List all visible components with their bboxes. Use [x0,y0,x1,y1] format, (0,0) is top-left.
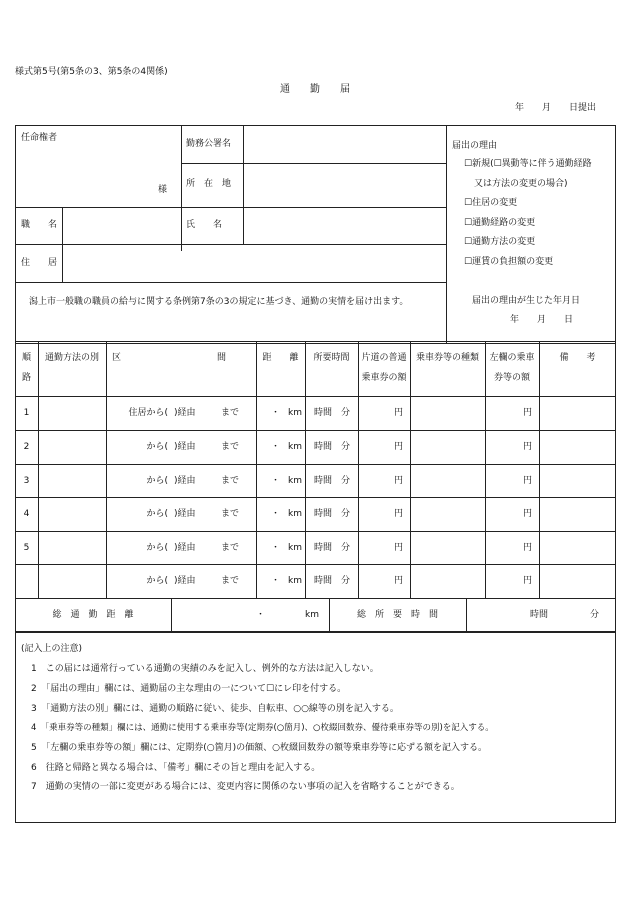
note-4: 4 「乗車券等の種類」欄には、通勤に使用する乗車券等(定期券(○箇月)、○枚綴回数券、優待乗車券等の別)を記入する。 [31,723,494,733]
reason-date-value: 年 月 日 [510,315,574,325]
header-fare-1: 片道の普通 [361,353,407,363]
row-3-from: から( [146,476,168,486]
row-2-from: から( [146,442,168,452]
row-2-km: km [288,442,302,452]
header-remarks: 備 考 [559,353,596,363]
row-1-num: 1 [23,408,30,418]
row-6-km: km [288,576,302,586]
total-distance-dot: ・ [256,610,266,620]
row-1-to: まで [221,408,240,418]
notes-title: (記入上の注意) [21,644,83,654]
position-label: 職 名 [21,220,58,230]
row-6-to: まで [221,576,240,586]
header-order-1: 順 [21,353,31,363]
row-6-from: から( [146,576,168,586]
header-time: 所要時間 [313,353,350,363]
name-label: 氏 名 [186,220,223,230]
header-section-kan: 間 [217,353,227,363]
row-1-km: km [288,408,302,418]
row-5-num: 5 [23,543,30,553]
office-label: 勤務公署名 [186,139,232,149]
row-3-num: 3 [23,476,30,486]
note-1: 1 この届には通常行っている通勤の実績のみを記入し、例外的な方法は記入しない。 [31,664,379,674]
row-6-yen2: 円 [523,576,533,586]
note-3: 3 「通勤方法の別」欄には、通勤の順路に従い、徒歩、自転車、○○線等の別を記入する。 [31,704,399,714]
reason-route[interactable]: ☐通勤経路の変更 [464,218,536,228]
row-4-km: km [288,509,302,519]
total-hours: 時間 [530,610,549,620]
row-2-yen2: 円 [523,442,533,452]
reason-residence[interactable]: ☐住居の変更 [464,198,518,208]
row-3-time: 時間 分 [314,476,351,486]
row-5-dot: ・ [271,543,281,553]
row-2-via: )経由 [174,442,196,452]
reason-method[interactable]: ☐通勤方法の変更 [464,237,536,247]
row-1-time: 時間 分 [314,408,351,418]
total-time-label: 総 所 要 時 間 [356,610,438,620]
row-4-yen1: 円 [394,509,404,519]
row-6-time: 時間 分 [314,576,351,586]
sama-label: 様 [158,185,168,195]
reason-new-cont: 又は方法の変更の場合) [474,179,568,189]
header-method: 通勤方法の別 [44,353,99,363]
row-5-yen1: 円 [394,543,404,553]
header-ticket-type: 乗車券等の種類 [415,353,479,363]
row-2-time: 時間 分 [314,442,351,452]
row-5-via: )経由 [174,543,196,553]
appointer-label: 任命権者 [21,133,58,143]
row-3-yen2: 円 [523,476,533,486]
note-6: 6 往路と帰路と異なる場合は、「備考」欄にその旨と理由を記入する。 [31,763,321,773]
header-left-fare-2: 券等の額 [493,373,530,383]
row-5-from: から( [146,543,168,553]
row-3-to: まで [221,476,240,486]
statement-text: 潟上市一般職の職員の給与に関する条例第7条の3の規定に基づき、通勤の実情を届け出ます。 [29,297,409,307]
row-3-km: km [288,476,302,486]
total-minutes: 分 [590,610,600,620]
page-title: 通 勤 届 [280,84,350,95]
header-distance: 距 離 [262,353,299,363]
row-1-from: 住居から( [128,408,168,418]
form-id: 様式第5号(第5条の3、第5条の4関係) [15,67,168,77]
total-distance-km: km [305,610,319,620]
row-4-num: 4 [23,509,30,519]
row-3-dot: ・ [271,476,281,486]
total-distance-label: 総 通 勤 距 離 [52,610,134,620]
note-2: 2 「届出の理由」欄には、通勤届の主な理由の一について☐にレ印を付する。 [31,684,347,694]
row-6-dot: ・ [271,576,281,586]
reason-date-title: 届出の理由が生じた年月日 [472,296,581,306]
header-left-fare-1: 左欄の乗車 [489,353,535,363]
row-4-from: から( [146,509,168,519]
row-5-km: km [288,543,302,553]
row-4-via: )経由 [174,509,196,519]
row-5-time: 時間 分 [314,543,351,553]
row-4-yen2: 円 [523,509,533,519]
submit-date: 年 月 日提出 [515,103,597,113]
row-2-dot: ・ [271,442,281,452]
residence-label: 住 居 [21,258,58,268]
row-6-yen1: 円 [394,576,404,586]
row-1-yen1: 円 [394,408,404,418]
row-1-via: )経由 [174,408,196,418]
row-4-to: まで [221,509,240,519]
header-order-2: 路 [21,373,31,383]
header-fare-2: 乗車券の額 [361,373,407,383]
header-section-ku: 区 [112,353,122,363]
location-label: 所 在 地 [186,179,232,189]
row-5-to: まで [221,543,240,553]
reasons-title: 届出の理由 [452,141,498,151]
row-3-yen1: 円 [394,476,404,486]
row-6-via: )経由 [174,576,196,586]
reason-fare[interactable]: ☐運賃の負担額の変更 [464,257,554,267]
row-4-dot: ・ [271,509,281,519]
row-1-yen2: 円 [523,408,533,418]
note-5: 5 「左欄の乗車券等の額」欄には、定期券(○箇月)の価額、○枚綴回数券の額等乗車券等に応ずる額を記入する。 [31,743,487,753]
row-2-num: 2 [23,442,30,452]
row-4-time: 時間 分 [314,509,351,519]
row-5-yen2: 円 [523,543,533,553]
row-2-yen1: 円 [394,442,404,452]
row-3-via: )経由 [174,476,196,486]
reason-new[interactable]: ☐新規(☐異動等に伴う通勤経路 [464,159,592,169]
row-1-dot: ・ [271,408,281,418]
note-7: 7 通勤の実情の一部に変更がある場合には、変更内容に関係のない事項の記入を省略することができる。 [31,782,460,792]
row-2-to: まで [221,442,240,452]
